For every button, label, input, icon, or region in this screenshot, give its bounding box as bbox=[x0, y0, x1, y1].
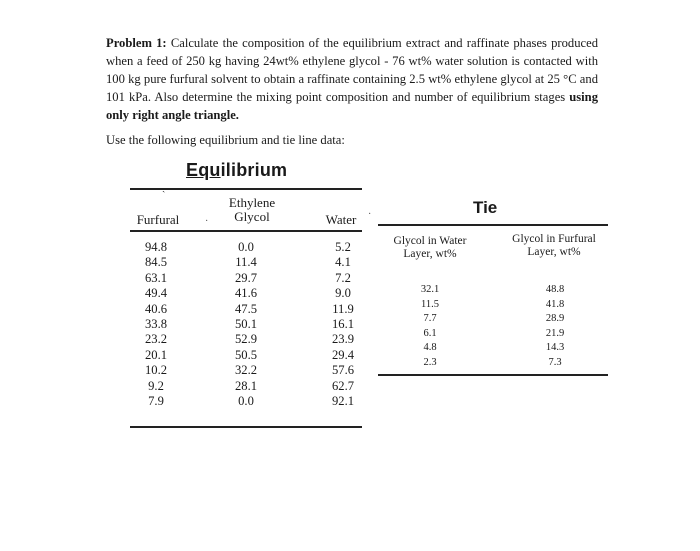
glycol-value: 11.4 bbox=[235, 255, 257, 270]
furfural-value: 63.1 bbox=[144, 270, 168, 285]
equilibrium-title-rest: ilibrium bbox=[220, 160, 288, 180]
furfural-value: 84.5 bbox=[144, 255, 168, 270]
water-value: 4.1 bbox=[335, 255, 351, 270]
tie-top-rule bbox=[378, 224, 608, 226]
glycol-value: 50.1 bbox=[234, 317, 258, 332]
water-value: 57.6 bbox=[331, 363, 355, 378]
tie-bottom-rule bbox=[378, 374, 608, 376]
tie-furfural-value: 28.9 bbox=[545, 313, 565, 325]
furfural-value: 94.8 bbox=[144, 240, 168, 254]
problem-emphasis: using only right angle triangle. bbox=[106, 90, 598, 122]
furfural-value: 23.2 bbox=[144, 332, 168, 347]
furfural-value: 40.6 bbox=[144, 301, 168, 316]
tie-furfural-value: 21.9 bbox=[545, 327, 565, 339]
tie-header-furfural-line2: Layer, wt% bbox=[527, 246, 581, 258]
tie-furfural-value: 7.3 bbox=[548, 356, 562, 368]
furfural-value: 49.4 bbox=[144, 286, 168, 301]
glycol-value: 29.7 bbox=[234, 270, 258, 285]
problem-statement bbox=[106, 34, 598, 124]
tie-furfural-value: 48.8 bbox=[545, 284, 565, 295]
equilibrium-title bbox=[186, 160, 287, 181]
tie-header-water-line1: Glycol in Water bbox=[393, 235, 467, 247]
glycol-value: 32.2 bbox=[234, 363, 258, 378]
equilibrium-title-underlined: Equ bbox=[186, 160, 221, 180]
glycol-value: 0.0 bbox=[238, 394, 254, 409]
tie-water-value: 2.3 bbox=[423, 356, 437, 368]
glycol-column bbox=[226, 240, 266, 409]
furfural-value: 33.8 bbox=[144, 317, 168, 332]
glycol-value: 41.6 bbox=[234, 286, 258, 301]
water-value: 7.2 bbox=[335, 270, 351, 285]
tie-water-value: 32.1 bbox=[420, 284, 440, 295]
tie-header-water-line2: Layer, wt% bbox=[403, 248, 457, 260]
tie-furfural-value: 14.3 bbox=[545, 342, 565, 354]
tie-water-column bbox=[410, 283, 450, 371]
furfural-value: 20.1 bbox=[144, 347, 168, 362]
furfural-column bbox=[136, 240, 176, 409]
water-value: 92.1 bbox=[331, 394, 355, 409]
equilibrium-top-rule bbox=[130, 188, 362, 190]
header-mark-2: · bbox=[368, 209, 372, 220]
tie-header-water-layer bbox=[380, 235, 480, 261]
water-column bbox=[323, 240, 363, 409]
tie-water-value: 11.5 bbox=[421, 298, 439, 310]
instruction-text: Use the following equilibrium and tie line data: bbox=[106, 133, 345, 147]
glycol-value: 0.0 bbox=[238, 240, 254, 254]
header-glycol: Glycol bbox=[234, 209, 270, 224]
tie-furfural-column bbox=[535, 283, 575, 371]
water-value: 11.9 bbox=[332, 301, 354, 316]
water-value: 5.2 bbox=[335, 240, 351, 254]
glycol-value: 47.5 bbox=[234, 301, 258, 316]
tie-water-value: 4.8 bbox=[423, 342, 437, 354]
tie-furfural-value: 41.8 bbox=[545, 298, 565, 310]
water-value: 16.1 bbox=[331, 317, 355, 332]
water-value: 9.0 bbox=[335, 286, 351, 301]
tie-header-furfural-line1: Glycol in Furfural bbox=[512, 233, 596, 245]
tie-title: Tie bbox=[473, 198, 498, 217]
header-ethylene-glycol bbox=[222, 196, 282, 224]
glycol-value: 52.9 bbox=[234, 332, 258, 347]
equilibrium-header-rule bbox=[130, 230, 362, 232]
header-water: Water bbox=[325, 212, 357, 227]
water-value: 62.7 bbox=[331, 378, 355, 393]
furfural-value: 10.2 bbox=[144, 363, 168, 378]
glycol-value: 28.1 bbox=[234, 378, 258, 393]
equilibrium-bottom-rule bbox=[130, 426, 362, 428]
header-mark-1: · bbox=[205, 216, 209, 227]
problem-text: Calculate the composition of the equilibrium extract and raffinate phases produced when a feed of 250 kg having 24wt% ethylene glycol - 76 wt% water solution is contacted with 100 kg pure furfural solvent to obtain a raffinate containing 2.5 wt% ethylene glycol at 25 °C and 101 kPa. Also determine the mixing point composition and number of equilibrium stages bbox=[106, 36, 598, 104]
header-ethylene: Ethylene bbox=[228, 195, 276, 210]
tie-header-furfural-layer bbox=[498, 233, 610, 259]
problem-label: Problem 1: bbox=[106, 36, 167, 50]
water-value: 29.4 bbox=[331, 347, 355, 362]
furfural-value: 7.9 bbox=[148, 394, 164, 409]
tie-water-value: 6.1 bbox=[423, 327, 437, 339]
header-furfural: Furfural bbox=[136, 212, 180, 227]
glycol-value: 50.5 bbox=[234, 347, 258, 362]
tie-water-value: 7.7 bbox=[423, 313, 437, 325]
furfural-value: 9.2 bbox=[148, 378, 164, 393]
water-value: 23.9 bbox=[331, 332, 355, 347]
